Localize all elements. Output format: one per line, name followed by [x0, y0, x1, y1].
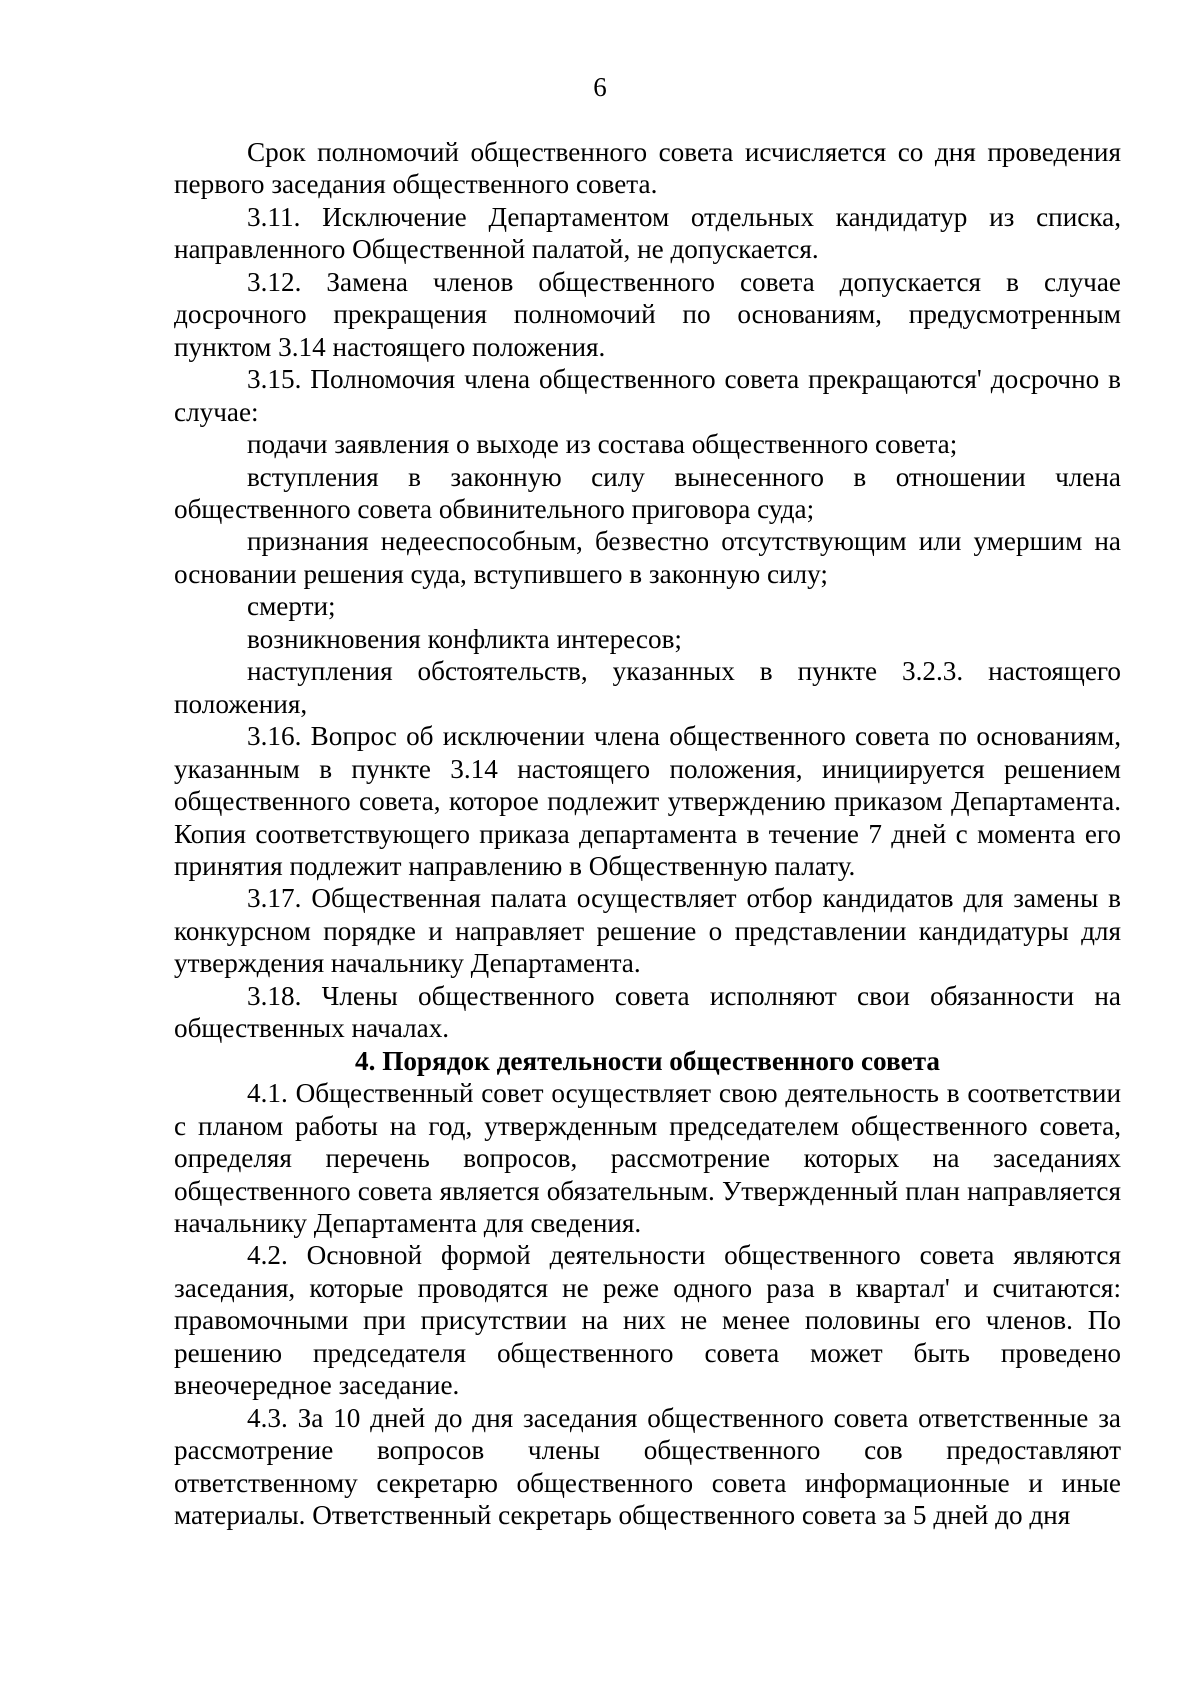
paragraph: подачи заявления о выходе из состава общественного совета;	[247, 429, 958, 460]
paragraph: 4.1. Общественный совет осуществляет свою деятельность в соответствии с планом работы на год, утвержденным председателем общественного совета, определяя перечень вопросов, рассмотрение которых на заседаниях общественного совета является обязательным. Утвержденный план направляется начальнику Департамента для сведения.	[174, 1078, 1121, 1238]
paragraph: признания недееспособным, безвестно отсутствующим или умершим на основании решения суда, вступившего в законную силу;	[174, 526, 1121, 589]
paragraph: наступления обстоятельств, указанных в пункте 3.2.3. настоящего положения,	[174, 656, 1121, 719]
paragraph: 3.16. Вопрос об исключении члена общественного совета по основаниям, указанным в пункте 3.14 настоящего положения, инициируется решением общественного совета, которое подлежит утверждению приказом Департамента. Копия соответствующего приказа департамента в течение 7 дней с момента его принятия подлежит направлению в Общественную палату.	[174, 721, 1121, 881]
paragraph: 4.2. Основной формой деятельности общественного совета являются заседания, которые проводятся не реже одного раза в квартал' и считаются: правомочными при присутствии на них не менее половины его членов. По решению председателя общественного совета может быть проведено внеочередное заседание.	[174, 1240, 1121, 1401]
paragraph: 4.3. За 10 дней до дня заседания общественного совета ответственные за рассмотрение вопросов члены общественного сов предоставляют ответственному секретарю общественного совета информационные и иные материалы. Ответственный секретарь общественного совета за 5 дней до дня	[174, 1402, 1121, 1531]
paragraph: Срок полномочий общественного совета исчисляется со дня проведения первого заседания общественного совета.	[174, 137, 1121, 200]
page-number: 6	[593, 72, 607, 102]
paragraph: вступления в законную силу вынесенного в отношении члена общественного совета обвинительного приговора суда;	[174, 461, 1121, 524]
document-body	[174, 136, 1121, 1531]
paragraph: 3.18. Члены общественного совета исполняют свои обязанности на общественных началах.	[174, 980, 1121, 1044]
paragraph: 3.15. Полномочия члена общественного совета прекращаются' досрочно в случае:	[174, 364, 1121, 427]
paragraph: 3.12. Замена членов общественного совета допускается в случае досрочного прекращения полномочий по основаниям, предусмотренным пунктом 3.14 настоящего положения.	[174, 266, 1121, 362]
paragraph: возникновения конфликта интересов;	[247, 623, 682, 654]
paragraph: смерти;	[247, 591, 336, 622]
paragraph: 3.11. Исключение Департаментом отдельных кандидатур из списка, направленного Общественной палатой, не допускается.	[174, 201, 1121, 265]
section-heading: 4. Порядок деятельности общественного совета	[355, 1045, 940, 1076]
paragraph: 3.17. Общественная палата осуществляет отбор кандидатов для замены в конкурсном порядке и направляет решение о представлении кандидатуры для утверждения начальнику Департамента.	[174, 883, 1121, 979]
